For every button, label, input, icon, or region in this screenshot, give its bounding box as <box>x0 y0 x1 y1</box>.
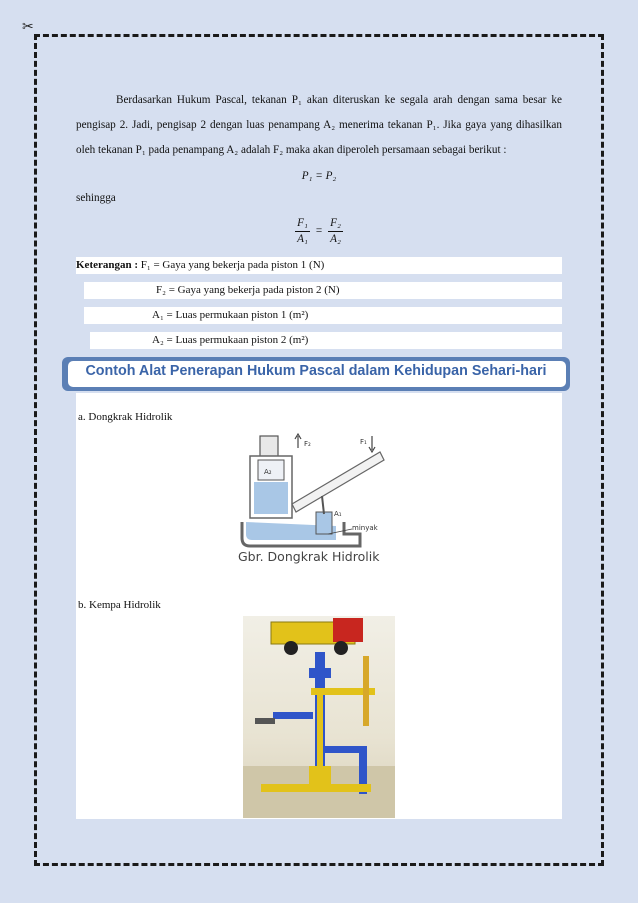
keterangan-row <box>84 307 562 324</box>
keterangan-list <box>76 257 562 357</box>
sehingga-text: sehingga <box>76 192 116 204</box>
hydraulic-jack-diagram <box>232 430 392 565</box>
frac-right-numerator: F₂ <box>328 216 343 232</box>
figure-caption: Gbr. Dongkrak Hidrolik <box>238 549 380 564</box>
keterangan-row <box>90 332 562 349</box>
section-title: Contoh Alat Penerapan Hukum Pascal dalam Kehidupan Sehari-hari <box>85 363 547 379</box>
item-label-a: a. Dongkrak Hidrolik <box>78 411 173 423</box>
keterangan-row <box>84 282 562 299</box>
label-minyak: minyak <box>352 524 378 532</box>
item-label-b: b. Kempa Hidrolik <box>78 599 161 611</box>
equation-force-area <box>76 211 562 251</box>
hydraulic-press-photo <box>243 616 395 818</box>
keterangan-item: A₂ = Luas permukaan piston 2 (m²) <box>152 334 309 346</box>
label-f2: F₂ <box>304 440 311 448</box>
equals-sign: = <box>315 225 323 237</box>
label-f1: F₁ <box>360 438 367 446</box>
hydraulic-press-illustration <box>243 616 395 818</box>
frac-left-numerator: F₁ <box>295 216 310 232</box>
content <box>76 88 562 251</box>
intro-paragraph: Berdasarkan Hukum Pascal, tekanan P₁ akan diteruskan ke segala arah dengan sama besar ke pengisap 2. Jadi, pengisap 2 dengan luas penampang A₂ menerima tekanan P₁. Jika gaya yang dihasilkan oleh tekanan P₁ pada penampang A₂ adalah F₂ maka akan diperoleh persamaan sebagai berikut : <box>76 94 562 156</box>
keterangan-item: F₁ = Gaya yang bekerja pada piston 1 (N) <box>140 259 325 271</box>
frac-left-denominator: A₁ <box>297 233 308 245</box>
keterangan-item: F₂ = Gaya yang bekerja pada piston 2 (N) <box>156 284 340 296</box>
scissors-icon: ✂ <box>22 19 34 35</box>
section-banner <box>62 357 570 391</box>
frac-right-denominator: A₂ <box>330 233 341 245</box>
hydraulic-jack-figure <box>232 430 392 565</box>
equation-pressure: P₁ = P₂ <box>301 170 337 182</box>
keterangan-row <box>76 257 562 274</box>
label-a2: A₂ <box>264 468 272 476</box>
keterangan-label: Keterangan : <box>76 259 139 271</box>
keterangan-item: A₁ = Luas permukaan piston 1 (m²) <box>152 309 309 321</box>
label-a1: A₁ <box>334 510 342 518</box>
